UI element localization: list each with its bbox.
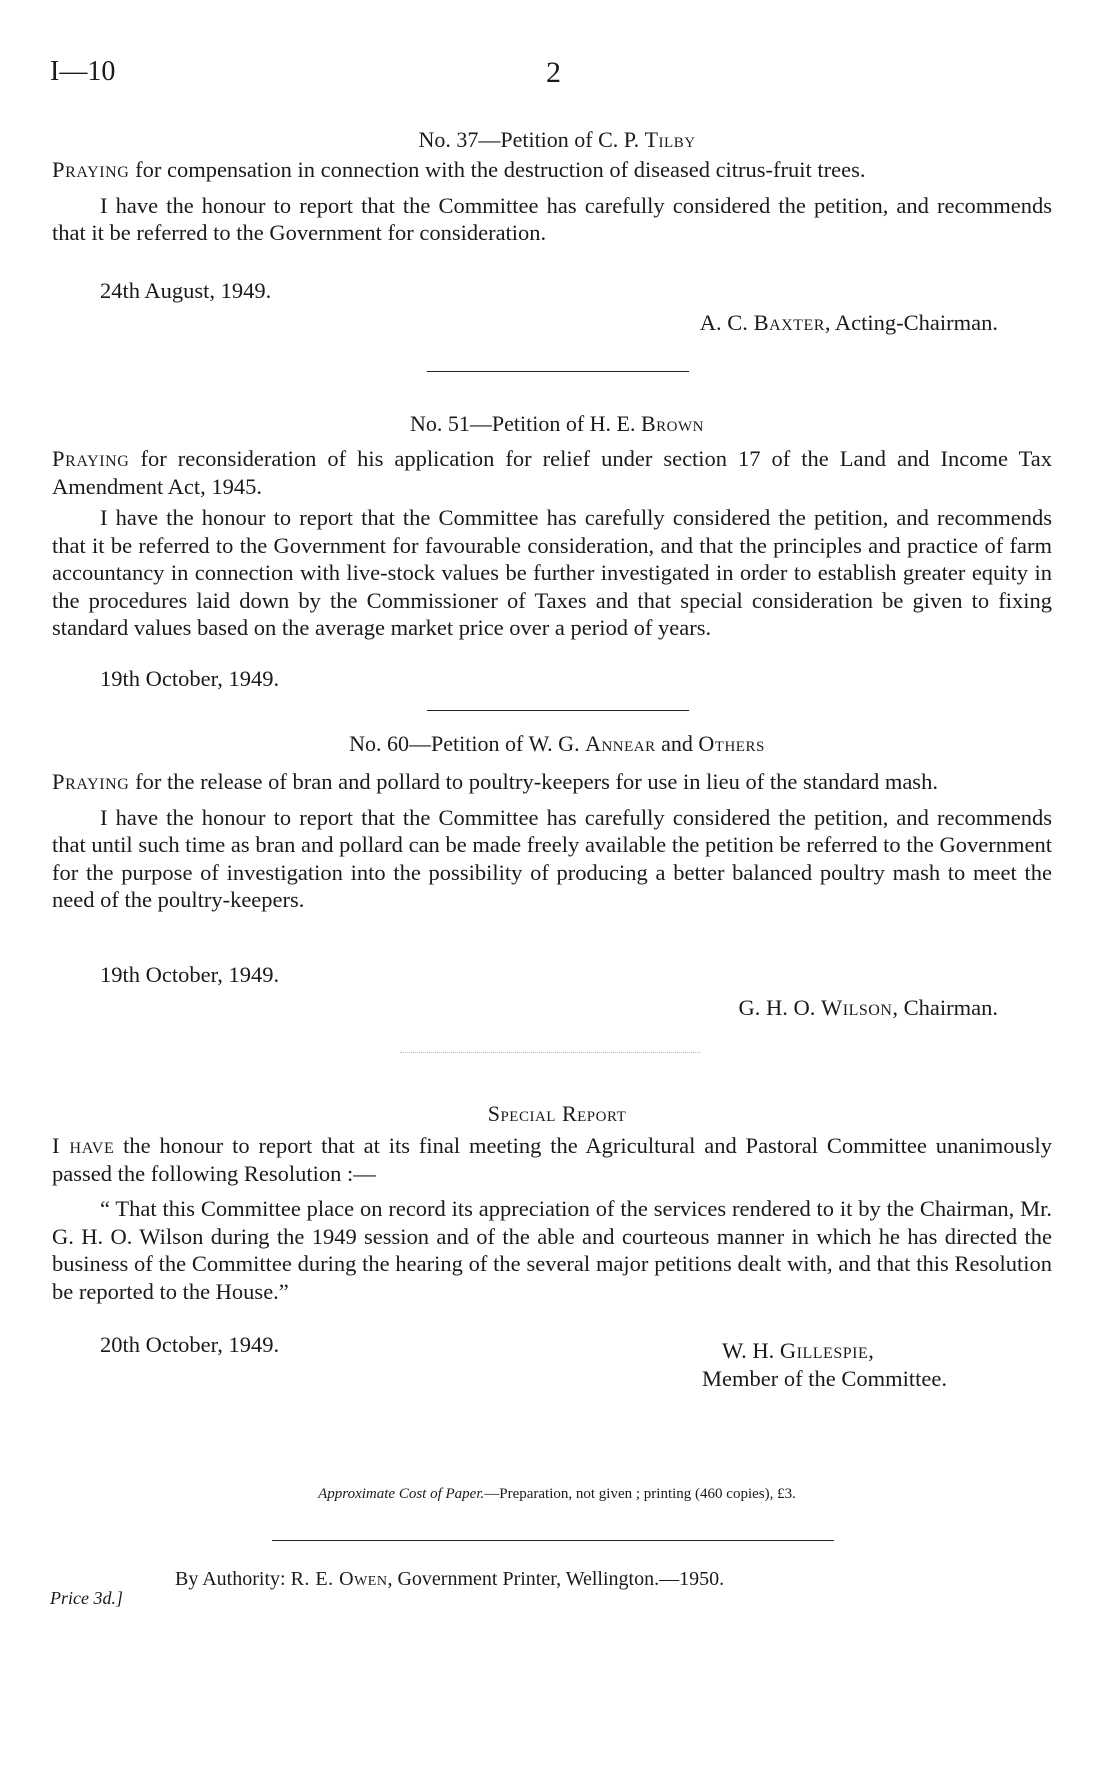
- special-report-resolution: “ That this Committee place on record its appreciation of the services rendered to it by the Chairman, Mr. G. H. O. Wilson during the 1949 session and of the able and courteous manner in which he has directed the business of the Committee during the hearing of the several major petitions dealt with, and that this Resolution be reported to the House.”: [52, 1196, 1052, 1304]
- section-divider: [427, 710, 689, 711]
- section-divider: [400, 1052, 700, 1053]
- petition-51-date: 19th October, 1949.: [100, 666, 280, 691]
- petition-60-date: 19th October, 1949.: [100, 962, 280, 987]
- petition-37-date: 24th August, 1949.: [100, 278, 272, 303]
- special-report-signature-role: Member of the Committee.: [702, 1366, 947, 1391]
- page-number: 2: [546, 56, 561, 89]
- special-report-body: [52, 1132, 1052, 1305]
- petition-37-report: I have the honour to report that the Committee has carefully considered the petition, and recommends that it be referred to the Government for consideration.: [52, 192, 1052, 245]
- section-divider: [427, 371, 689, 372]
- special-report-date: 20th October, 1949.: [100, 1332, 280, 1357]
- special-report-heading: Special Report: [487, 1101, 627, 1126]
- document-code: I—10: [50, 56, 116, 87]
- special-report-intro: I have the honour to report that at its final meeting the Agricultural and Pastoral Committee unanimously passed the following Resolution :—: [52, 1133, 1052, 1186]
- petition-37-praying: Praying for compensation in connection with the destruction of diseased citrus-fruit trees.: [52, 157, 866, 182]
- petition-60-praying: Praying for the release of bran and pollard to poultry-keepers for use in lieu of the standard mash.: [52, 769, 938, 794]
- petition-37-signature: A. C. Baxter, Acting-Chairman.: [699, 310, 998, 335]
- special-report-signature: W. H. Gillespie,: [722, 1338, 874, 1363]
- price-label: Price 3d.]: [50, 1588, 123, 1608]
- petition-51-body: [52, 445, 1052, 642]
- petition-51-praying: Praying for reconsideration of his application for relief under section 17 of the Land and Income Tax Amendment Act, 1945.: [52, 446, 1052, 499]
- petition-37-body: [52, 156, 1052, 247]
- petition-60-report: I have the honour to report that the Committee has carefully considered the petition, and recommends that until such time as bran and pollard can be made freely available the petition be referred to the Government for the purpose of investigation into the possibility of producing a better balanced poultry mash to meet the need of the poultry-keepers.: [52, 804, 1052, 912]
- printer-authority: By Authority: R. E. Owen, Government Printer, Wellington.—1950.: [175, 1568, 725, 1590]
- petition-60-body: [52, 768, 1052, 914]
- petition-60-heading: No. 60—Petition of W. G. Annear and Others: [349, 731, 765, 756]
- petition-51-heading: No. 51—Petition of H. E. Brown: [409, 411, 704, 436]
- petition-37-heading: No. 37—Petition of C. P. Tilby: [418, 127, 696, 152]
- cost-of-paper: Approximate Cost of Paper.—Preparation, not given ; printing (460 copies), £3.: [318, 1486, 796, 1502]
- footer-divider: [272, 1540, 834, 1541]
- petition-51-report: I have the honour to report that the Committee has carefully considered the petition, and recommends that it be referred to the Government for favourable consideration, and that the principles and practice of farm accountancy in connection with live-stock values be further investigated in order to establish greater equity in the procedures laid down by the Commissioner of Taxes and that special consideration be given to fixing standard values based on the average market price over a period of years.: [52, 505, 1052, 640]
- petition-60-signature: G. H. O. Wilson, Chairman.: [738, 995, 998, 1020]
